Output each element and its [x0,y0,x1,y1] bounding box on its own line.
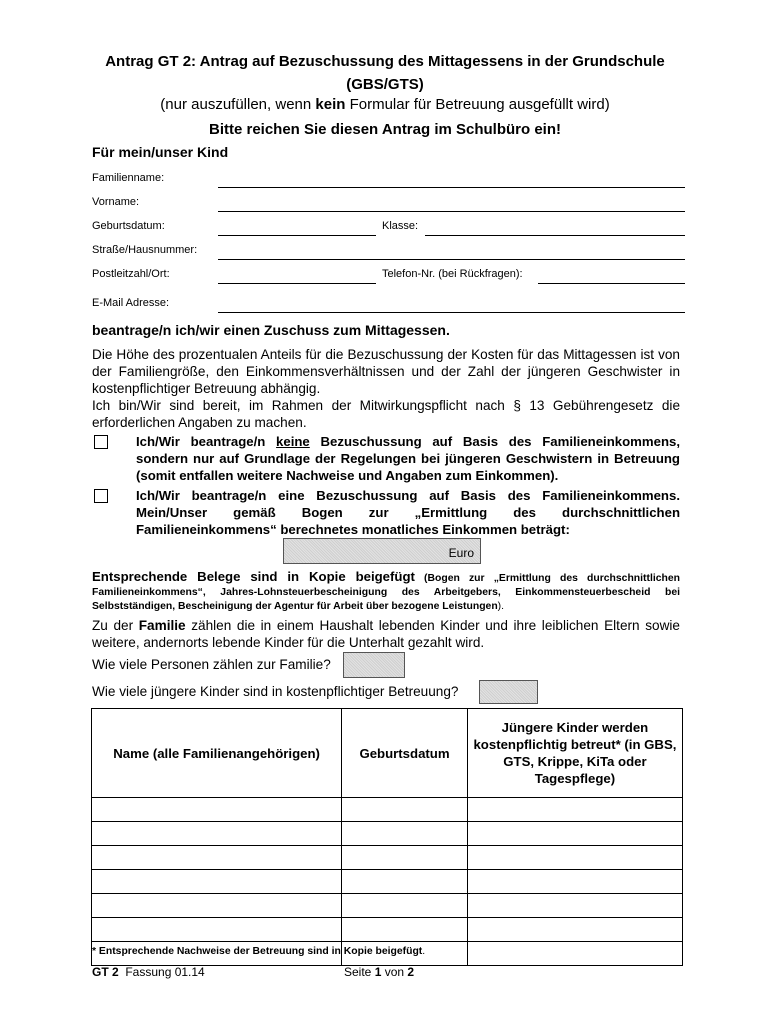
currency-label: Euro [448,546,474,560]
childcare-cell[interactable] [467,942,682,966]
page-current: 1 [374,965,382,979]
family-post: zählen die in einem Haushalt lebenden Kinder und ihre leiblichen Eltern sowie weitere, andernorts lebende Kinder für die Unterhalt gezahlt wird. [92,618,680,650]
option1-post: Bezuschussung auf Basis des Familieneinkommens, sondern nur auf Grundlage der Regelungen bei jüngeren Geschwistern in Betreuung (somit entfallen weitere Nachweise und Angaben zum Einkommen). [136,434,680,483]
vorname-field[interactable] [218,211,685,212]
table-row [92,894,683,918]
form-title: Antrag GT 2: Antrag auf Bezuschussung des Mittagessens in der Grundschule [105,53,665,70]
page-total: 2 [407,965,415,979]
table-row [92,822,683,846]
name-cell[interactable] [92,846,342,870]
childcare-cell[interactable] [467,822,682,846]
family-pre: Zu der [92,618,139,633]
birthdate-cell[interactable] [342,918,468,942]
name-cell[interactable] [92,822,342,846]
name-cell[interactable] [92,918,342,942]
birthdate-cell[interactable] [342,846,468,870]
name-cell[interactable] [92,870,342,894]
table-header-row [92,709,683,798]
table-row [92,798,683,822]
familienname-field[interactable] [218,187,685,188]
childcare-cell[interactable] [467,918,682,942]
submission-instruction: Bitte reichen Sie diesen Antrag im Schulbüro ein! [208,121,561,138]
plz-ort-field[interactable] [218,283,376,284]
family-bold: Familie [138,618,186,633]
telefon-field[interactable] [538,283,685,284]
email-label: E-Mail Adresse: [92,297,170,309]
younger-children-question: Wie viele jüngere Kinder sind in kostenpflichtiger Betreuung? [92,684,459,699]
form-subtitle [0,96,770,113]
footnote [92,946,425,957]
option1-pre: Ich/Wir beantrage/n [136,434,277,449]
column-header-name: Name (alle Familienangehörigen) [92,709,342,798]
option1-underlined: keine [276,434,310,449]
child-section-heading: Für mein/unser Kind [92,144,229,160]
subtitle-post: Formular für Betreuung ausgefüllt wird) [345,96,610,113]
cooperation-statement: Ich bin/Wir sind bereit, im Rahmen der Mitwirkungspflicht nach § 13 Gebührengesetz die erforderlichen Angaben zu machen. [92,398,680,430]
table-row [92,918,683,942]
birthdate-cell[interactable] [342,798,468,822]
name-cell[interactable] [92,894,342,918]
childcare-cell[interactable] [467,870,682,894]
table-row [92,846,683,870]
family-members-table [91,708,683,966]
family-definition [92,617,680,651]
plz-ort-label: Postleitzahl/Ort: [92,268,170,280]
evidence-detail: (Bogen zur „Ermittlung des durchschnittlichen Familieneinkommens“, Jahres-Lohnsteuerbescheinigung des Arbeitgebers, Einkommensteuerbescheid bei Selbstständigen, Bescheinigung der Agentur für Arbeit über bezogene Leistungen [92,573,680,612]
name-cell[interactable] [92,798,342,822]
geburtsdatum-label: Geburtsdatum: [92,220,165,232]
birthdate-cell[interactable] [342,870,468,894]
birthdate-cell[interactable] [342,894,468,918]
option2-text: Ich/Wir beantrage/n eine Bezuschussung auf Basis des Familieneinkommens. Mein/Unser gemäß Bogen zur „Ermittlung des durchschnittlichen Familieneinkommens“ berechnetes monatliches Einkommen beträgt: [136,488,680,537]
subtitle-pre: (nur auszufüllen, wenn [160,96,316,113]
page-pre: Seite [344,965,375,979]
persons-question: Wie viele Personen zählen zur Familie? [92,657,331,672]
evidence-note [92,570,680,614]
familienname-label: Familienname: [92,172,165,184]
column-header-birthdate: Geburtsdatum [342,709,468,798]
table-row [92,870,683,894]
subtitle-bold: kein [315,96,346,113]
strasse-field[interactable] [218,259,685,260]
evidence-close: ). [497,601,505,612]
form-version [92,965,205,979]
klasse-field[interactable] [425,235,685,236]
form-code: GT 2 [92,965,119,979]
childcare-cell[interactable] [467,798,682,822]
column-header-childcare: Jüngere Kinder werden kostenpflichtig betreut* (in GBS, GTS, Krippe, KiTa oder Tagespflege) [467,709,682,798]
geburtsdatum-field[interactable] [218,235,376,236]
email-field[interactable] [218,312,685,313]
option2-checkbox[interactable] [94,489,108,503]
childcare-cell[interactable] [467,846,682,870]
childcare-cell[interactable] [467,894,682,918]
vorname-label: Vorname: [92,196,140,208]
strasse-label: Straße/Hausnummer: [92,244,198,256]
footnote-text: * Entsprechende Nachweise der Betreuung sind in Kopie beigefügt [92,946,423,957]
telefon-label: Telefon-Nr. (bei Rückfragen): [382,268,523,280]
option1-text [136,433,680,484]
page-mid: von [381,965,408,979]
subsidy-explanation: Die Höhe des prozentualen Anteils für die Bezuschussung der Kosten für das Mittagessen ist von der Familiengröße, den Einkommensverhältnissen und der Zahl der jüngeren Geschwister in kostenpflichtiger Betreuung abhängig. [92,347,680,396]
footnote-dot: . [422,946,426,957]
form-fassung: Fassung 01.14 [125,965,205,979]
page-number [344,965,414,979]
option1-checkbox[interactable] [94,435,108,449]
birthdate-cell[interactable] [342,822,468,846]
evidence-heading: Entsprechende Belege sind in Kopie beigefügt [92,569,415,584]
income-amount-field[interactable] [283,538,481,564]
klasse-label: Klasse: [382,220,419,232]
form-title-line2: (GBS/GTS) [346,76,424,93]
persons-count-field[interactable] [343,652,405,678]
younger-children-count-field[interactable] [479,680,538,704]
application-heading: beantrage/n ich/wir einen Zuschuss zum Mittagessen. [92,322,450,338]
